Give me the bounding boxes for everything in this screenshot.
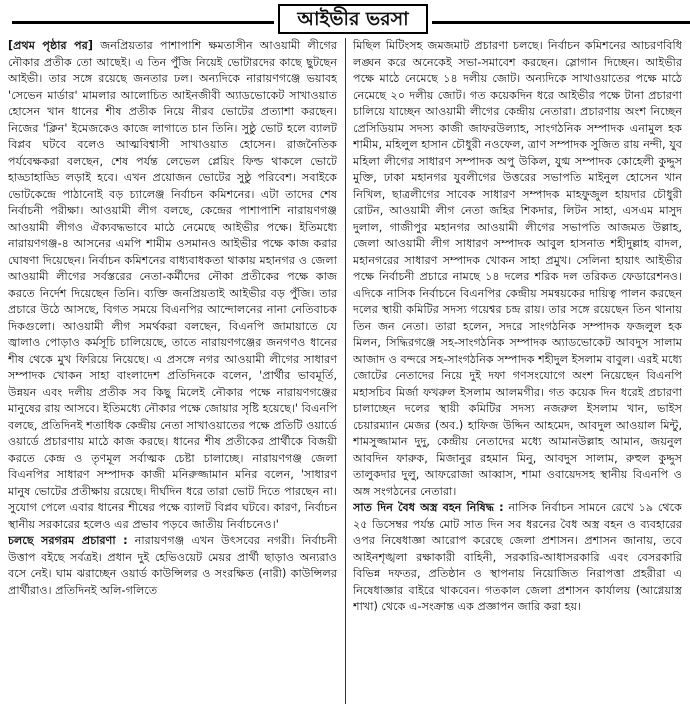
article-columns: [8, 38, 682, 704]
headline-rule-right: [432, 21, 690, 24]
left-paragraph-2-text: নারায়ণগঞ্জ এখন উৎসবের নগরী। নির্বাচনী উত্তাপ বইছে সর্বত্রই। প্রধান দুই হেভিওয়েট মেয়র প্রার্থী ছাড়াও অন্যরাও বসে নেই। ঘাম ঝরাচ্ছেন ওয়ার্ড কাউন্সিলর ও সংরক্ষিত (নারী) কাউন্সিলর প্রার্থীরাও। প্রতিদিনই অলি-গলিতে: [8, 534, 337, 597]
right-paragraph-2-text: নাসিক নির্বাচন সামনে রেখে ১৯ থেকে ২৫ ডিসেম্বর পর্যন্ত মোট সাত দিন সব ধরনের বৈধ অস্ত্র বহন ও ব্যবহারের ওপর নিষেধাজ্ঞা আরোপ করেছে জেলা প্রশাসন। প্রশাসন জানায়, তবে আইনশৃঙ্খলা রক্ষাকারী বাহিনী, সরকারি-আধাসরকারি এবং বেসরকারি বিভিন্ন দফতর, প্রতিষ্ঠান ও স্থাপনায় নিয়োজিত নিরাপত্তা প্রহরীরা এ নিষেধাজ্ঞার বাইরে থাকবেন। গতকাল জেলা প্রশাসন কার্যালয় (আগ্নেয়াস্ত্র শাখা) থেকে এ-সংক্রান্ত এক প্রজ্ঞাপন জারি করা হয়।: [353, 501, 682, 613]
column-divider: [345, 38, 346, 704]
left-paragraph-1: [8, 38, 337, 533]
subheading-campaign: চলছে সরগরম প্রচারণা :: [8, 534, 128, 547]
headline-rule-left: [12, 21, 274, 24]
left-paragraph-1-text: জনপ্রিয়তার পাশাপাশি ক্ষমতাসীন আওয়ামী লীগের নৌকার প্রতীক তো আছেই। এ তিন পুঁজি নিয়েই ভোটারদের কাছে ছুটছেন আইভী। তার সঙ্গে রয়েছে জনতার ঢল। অন্যদিকে নারায়ণগঞ্জে ভয়াবহ 'সেভেন মার্ডার' মামলার আলোচিত আইনজীবী অ্যাডভোকেট সাখাওয়াত হোসেন খান ধানের শীষ প্রতীক নিয়ে নীরব ভোটের প্রত্যাশা করছেন। নিজের 'ক্লিন' ইমেজকেও কাজে লাগাতে চান তিনি। সুষ্ঠু ভোট হলে ব্যালট বিপ্লব ঘটবে বলেও আত্মবিশ্বাসী সাখাওয়াত হোসেন। রাজনৈতিক পর্যবেক্ষকরা বলছেন, শেষ পর্যন্ত লেভেল প্লেয়িং ফিল্ড থাকলে ভোটে হাড্ডাহাড্ডি লড়াই হবে। এখন প্রয়োজন ভোটের সুষ্ঠু পরিবেশ। সবাইকে ভোটকেন্দ্রে পাঠানোই বড় চ্যালেঞ্জ নির্বাচন কমিশনের। এটা তাদের শেষ নির্বাচনী পরীক্ষা। আওয়ামী লীগ বলছে, কেন্দ্রের পাশাপাশি নারায়ণগঞ্জ আওয়ামী লীগও ঐক্যবদ্ধভাবে মাঠে নেমেছে আইভীর পক্ষে। ইতিমধ্যে নারায়ণগঞ্জ-৪ আসনের এমপি শামীম ওসমানও আইভীর পক্ষে কাজ করার ঘোষণা দিয়েছেন। নির্বাচন কমিশনের বাধ্যবাধকতা থাকায় মহানগর ও জেলা আওয়ামী লীগের সর্বস্তরের নেতা-কর্মীদের নৌকা প্রতীকের পক্ষে কাজ করতে নির্দেশ দিয়েছেন তিনি। ব্যক্তি জনপ্রিয়তাই আইভীর বড় পুঁজি। তার প্রচারে উঠে আসছে, বিগত সময়ে বিএনপির আন্দোলনের নানা নেতিবাচক দিকগুলো। আওয়ামী লীগ সমর্থকরা বলছেন, বিএনপি জামায়াতে যে জ্বালাও পোড়াও কর্মসূচি চালিয়েছে, তাতে নারায়ণগঞ্জের জনগণও ধানের শীষ থেকে মুখ ফিরিয়ে নিয়েছে। এ প্রসঙ্গে নগর আওয়ামী লীগের সাধারণ সম্পাদক খোকন সাহা বাংলাদেশ প্রতিদিনকে বলেন, 'প্রার্থীর ভাবমূর্তি, উন্নয়ন এবং দলীয় প্রতীক সব কিছু মিলেই নৌকার পক্ষে নারায়ণগঞ্জের মানুষের রায় আসবে। ইতিমধ্যে নৌকার পক্ষে জোয়ার সৃষ্টি হয়েছে।' বিএনপি বলছে, প্রতিদিনই শতাধিক কেন্দ্রীয় নেতা সাখাওয়াতের পক্ষে প্রতিটি ওয়ার্ডে ওয়ার্ডে প্রচারণায় মাঠে কাজ করছে। ধানের শীষ প্রতীকের প্রার্থীকে বিজয়ী করতে কেন্দ্র ও তৃণমূল সর্বাত্মক চেষ্টা চালাচ্ছে। নারায়ণগঞ্জ জেলা বিএনপির সাধারণ সম্পাদক কাজী মনিরুজ্জামান মনির বলেন, 'সাধারণ মানুষ ভোটের প্রতীক্ষায় রয়েছে। দীর্ঘদিন ধরে তারা ভোট দিতে পারছেন না। সুযোগ পেলে এবার ধানের শীষের পক্ষে ব্যালট বিপ্লব ঘটবে। কারণ, নির্বাচন স্থানীয় সরকারের হলেও এর প্রভাব পড়বে জাতীয় নির্বাচনেও।': [8, 39, 337, 531]
continuation-label: [প্রথম পৃষ্ঠার পর]: [8, 39, 94, 52]
right-column: [353, 38, 682, 704]
right-paragraph-1: মিছিল মিটিংসহ জমজমাট প্রচারণা চলছে। নির্বাচন কমিশনের আচরণবিধি লঙ্ঘন করে অনেকেই সভা-সমাবেশ করছেন। স্লোগান দিচ্ছেন। আইভীর পক্ষে মাঠে নেমেছে ১৪ দলীয় জোট। অন্যদিকে সাখাওয়াতের পক্ষে মাঠে নেমেছে ২০ দলীয় জোট। গত কয়েকদিন ধরে আইভীর পক্ষে টানা প্রচারণা চালিয়ে যাচ্ছেন আওয়ামী লীগের কেন্দ্রীয় নেতারা। প্রচারণায় অংশ নিচ্ছেন প্রেসিডিয়াম সদস্য কাজী জাফরউল্যাহ, সাংগঠনিক সম্পাদক এনামুল হক শামীম, মহিলুল হাসান চৌধুরী নওফেল, ত্রাণ সম্পাদক সুজিত রায় নন্দী, যুব মহিলা লীগের সাধারণ সম্পাদক অপু উকিল, যুগ্ম সম্পাদক কোহেলী কুদ্দুস মুক্তি, ঢাকা মহানগর যুবলীগের উত্তরের সভাপতি মাইনুল হোসেন খান নিখিল, ছাত্রলীগের সাবেক সাধারণ সম্পাদক মাহফুজুল হায়দার চৌধুরী রোটন, আওয়ামী লীগ নেতা জহির শিকদার, লিটন সাহা, এসএম মাসুদ দুলাল, গাজীপুর মহানগর আওয়ামী লীগের সভাপতি আজমত উল্লাহ, জেলা আওয়ামী লীগ সাধারণ সম্পাদক আবুল হাসনাত শহীদুল্লাহ বাদল, মহানগরের সাধারণ সম্পাদক খোকন সাহা প্রমুখ। সেলিনা হায়াৎ আইভীর পক্ষে নির্বাচনী প্রচারে নামছে ১৪ দলের শরিক দল তরিকত ফেডারেশনও। এদিকে নাসিক নির্বাচনে বিএনপির কেন্দ্রীয় সমন্বয়কের দায়িত্ব পালন করছেন দলের স্থায়ী কমিটির সদস্য গয়েশ্বর চন্দ্র রায়। তার সঙ্গে রয়েছেন তিন থানায় তিন জন নেতা। তারা হলেন, সদরে সাংগঠনিক সম্পাদক ফজলুল হক মিলন, সিদ্ধিরগঞ্জে সহ-সাংগঠনিক সম্পাদক অ্যাডভোকেট আবদুস সালাম আজাদ ও বন্দরে সহ-সাংগঠনিক সম্পাদক শহীদুল ইসলাম বাবুল। এরই মধ্যে জোটের নেতাদের নিয়ে দুই দফা গণসংযোগে অংশ নিয়েছেন বিএনপি মহাসচিব মির্জা ফখরুল ইসলাম আলমগীর। গত কয়েক দিন ধরেই প্রচারণা চালাচ্ছেন দলের স্থায়ী কমিটির সদস্য নজরুল ইসলাম খান, ভাইস চেয়ারম্যান মেজর (অব.) হাফিজ উদ্দিন আহমেদ, আবদুল আওয়াল মিন্টু, শামসুজ্জামান দুদু, কেন্দ্রীয় নেতাদের মধ্যে আমানউল্লাহ আমান, জয়নুল আবদিন ফারুক, মিজানুর রহমান মিনু, আবদুস সালাম, রুহুল কুদ্দুস তালুকদার দুলু, আফরোজা আব্বাস, শামা ওবায়েদসহ স্থানীয় বিএনপি ও অঙ্গ সংগঠনের নেতারা।: [353, 39, 682, 498]
right-paragraph-2: [353, 500, 682, 616]
left-column: [8, 38, 337, 704]
left-paragraph-2: [8, 533, 337, 599]
headline-title: আইভীর ভরসা: [278, 4, 428, 34]
subheading-weapons-ban: সাত দিন বৈধ অস্ত্র বহন নিষিদ্ধ :: [353, 501, 504, 514]
headline-row: [8, 4, 682, 38]
